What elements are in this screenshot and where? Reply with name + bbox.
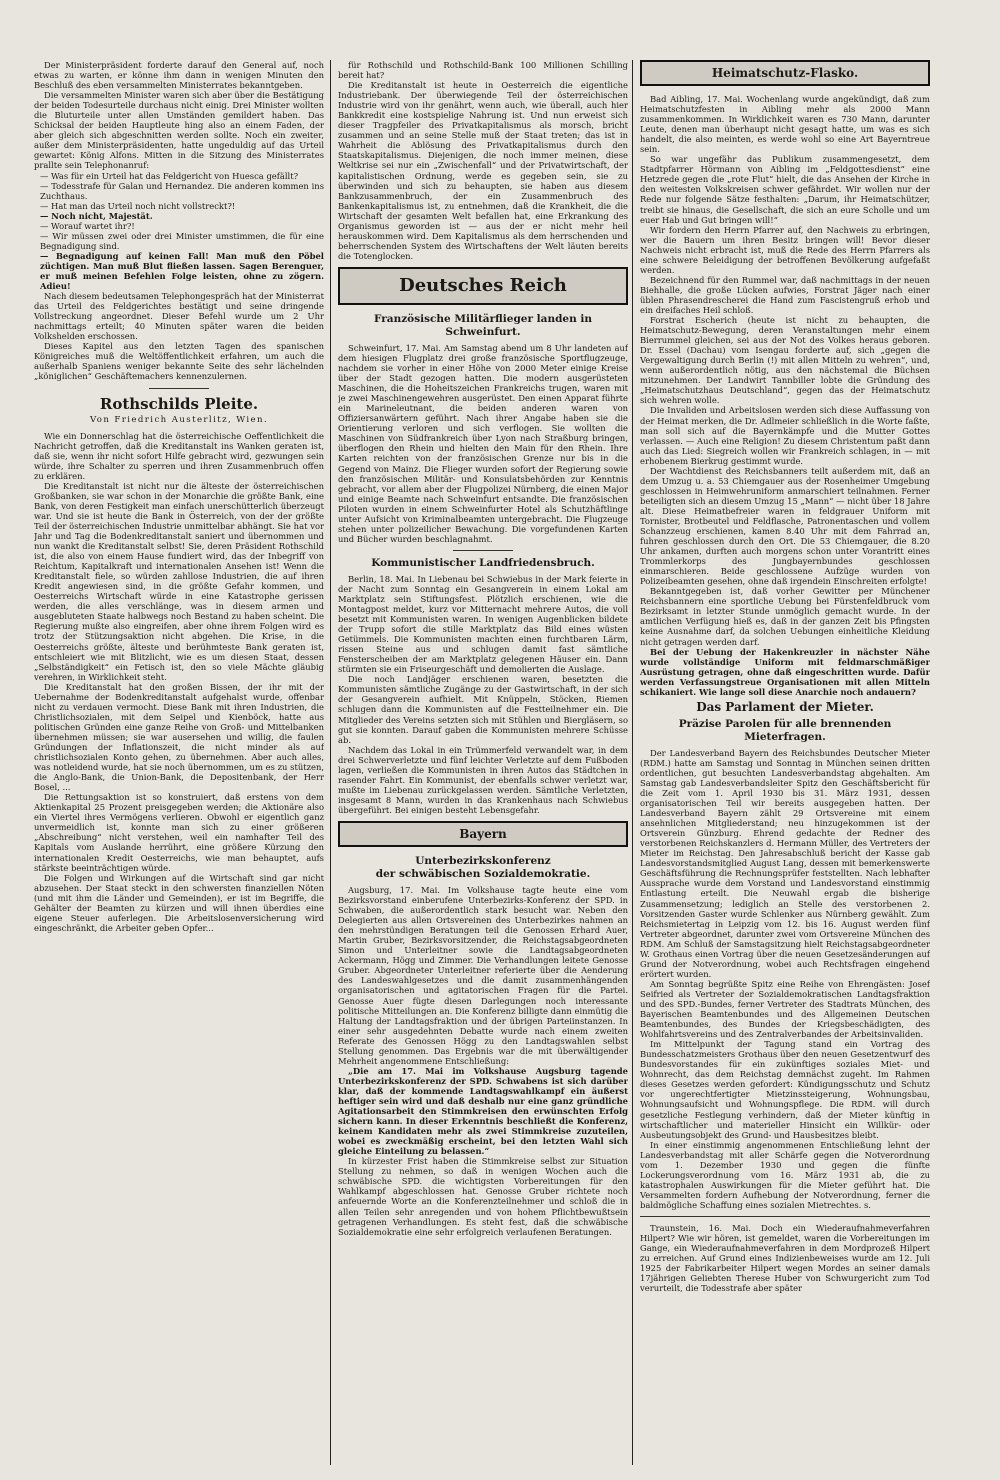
- paragraph: Augsburg, 17. Mai. Im Volkshause tagte heute eine vom Bezirksvorstand einberufene Unterbezirks-Konferenz der SPD. in Schwaben, die außerordentlich stark besucht war. Neben den Delegierten aus allen Ortsvereinen des Unterbezirkes nahmen an den mehrstündigen Beratungen teil die Genossen Erhard Auer, Martin Gruber, Bezirksvorsitzender, die Reichstagsabgeordneten Simon und Unterleitner sowie die Landtagsabgeordneten Ackermann, Högg und Zimmer. Die Verhandlungen leitete Genosse Gruber. Abgeordneter Unterleitner referierte über die Aenderung des Landeswahlgesetzes und die damit zusammenhängenden organisatorischen und agitatorischen Fragen für die Partei. Genosse Auer fügte diesen Darlegungen noch interessante politische Mitteilungen an. Die Konferenz billigte dann einmütig die Haltung der Landtagsfraktion und der übrigen Parteiinstanzen. In einer sehr ausgedehnten Debatte wurde nach einem zweiten Referate des Genossen Högg zu den Landtagswahlen selbst Stellung genommen. Das Ergebnis war die mit überwältigender Mehrheit angenommene Entschließung:: [338, 885, 628, 1066]
- paragraph: Der Wachtdienst des Reichsbanners teilt außerdem mit, daß an dem Umzug u. a. 53 Chiemgauer aus der Rosenheimer Umgebung geschlossen in Heimwehruniform anmarschiert teilnahmen. Ferner beteiligten sich an diesem Umzug 15 „Mann“ — nicht über 18 Jahre alt. Diese Heimatbefreier waren in feldgrauer Uniform mit Tornister, Brotbeutel und Feldflasche, Patronentaschen und vollem Schanzzeug erschienen, kamen 8.40 Uhr mit dem Fahrrad an, fuhren geschlossen durch den Ort. Die 53 Chiemgauer, die 8.20 Uhr ankamen, durften auch morgens schon unter Vorantritt eines Trommlerkorps des Jungbayernbundes geschlossen einmarschieren. Beide geschlossene Aufzüge wurden von Polizeibeamten gesehen, ohne daß irgendein Einschreiten erfolgte!: [640, 465, 930, 587]
- paragraph: Die versammelten Minister waren sich aber über die Bestätigung der beiden Todesurteile durchaus nicht einig. Drei Minister wollten die Bluturteile unter allen Umständen gemildert haben. Das Schicksal der beiden Hauptleute hing also an einem Faden, der aber gleich sich abgeschnitten werden sollte. Noch ein zweiter, außer dem Ministerpräsidenten, hatte ungeduldig auf das Urteil gewartet: König Alfons. Mitten in die Sitzung des Ministerrates prallte sein Telephonanruf:: [34, 90, 324, 171]
- paragraph: Bad Aibling, 17. Mai. Wochenlang wurde angekündigt, daß zum Heimatschutzfesten in Aibling mehr als 2000 Mann zusammenkommen. In Wirklichkeit waren es 730 Mann, darunter Leute, denen man überhaupt nicht gesagt hatte, um was es sich handelt, die also meinten, es werde wohl so eine Art Bayerntreue sein.: [640, 94, 930, 155]
- paragraph: Die Rettungsaktion ist so konstruiert, daß erstens von dem Aktienkapital 25 Prozent preisgegeben werden; die Aktionäre also ein Viertel ihres Vermögens verlieren. Obwohl er eigentlich ganz unvermeidlich ist, konnte man sich zu einer größeren „Abschreibung“ nicht verstehen, weil ein namhafter Teil des Kapitals vom Auslande herrührt, eine größere Kürzung den internationalen Kredit Oesterreichs, wie man behauptet, aufs stärkste beeinträchtigen würde.: [34, 792, 324, 873]
- section-header-deutsches-reich: Deutsches Reich: [338, 267, 628, 305]
- column-3: [640, 60, 930, 1465]
- paragraph: für Rothschild und Rothschild-Bank 100 Millionen Schilling bereit hat?: [338, 60, 628, 81]
- dialogue-line: — Todesstrafe für Galan und Hernandez. Die anderen kommen ins Zuchthaus.: [40, 180, 324, 201]
- separator: [149, 388, 209, 389]
- dialogue-line: — Begnadigung auf keinen Fall! Man muß den Pöbel züchtigen. Man muß Blut fließen lassen. Sagen Berenguer, er muß meinen Befehlen Folge leisten, ohne zu zögern. Adieu!: [40, 250, 324, 292]
- paragraph: So war ungefähr das Publikum zusammengesetzt, dem Stadtpfarrer Hörmann von Aibling im „Feldgottesdienst“ eine Hetzrede gegen die „rote Flut“ hielt, die das Ansehen der Kirche in den weitesten Volkskreisen schwer gefährdet. Wir wollen nur der Rede nur folgende Sätze festhalten: „Darum, ihr Heimatschützer, treibt sie hinaus, die Gesellschaft, die sich an eure Scholle und um euer Hab und Gut bringen will!“: [640, 154, 930, 225]
- dialogue-line: — Noch nicht, Majestät.: [40, 210, 153, 221]
- dialogue-line: — Wir müssen zwei oder drei Minister umstimmen, die für eine Begnadigung sind.: [40, 230, 324, 251]
- paragraph: In einer einstimmig angenommenen Entschließung lehnt der Landesverbandstag mit aller Schärfe gegen die Notverordnung vom 1. Dezember 1930 und gegen die fünfte Lockerungsverordnung vom 16. März 1931 ab, die zu katastrophalen Auswirkungen für die Mieter geführt hat. Die Versammelten fordern Aufhebung der Notverordnung, ferner die baldmögliche Schaffung eines sozialen Mietrechtes. s.: [640, 1139, 930, 1210]
- section-header-bayern: Bayern: [338, 821, 628, 847]
- paragraph: Der Ministerpräsident forderte darauf den General auf, noch etwas zu warten, er könne ihm dann in wenigen Minuten den Beschluß des eben versammelten Ministerrates bekanntgeben.: [34, 60, 324, 91]
- article-headline: Französische Militärflieger landen in Schweinfurt.: [373, 312, 593, 338]
- paragraph: Wie ein Donnerschlag hat die österreichische Oeffentlichkeit die Nachricht getroffen, daß die Kreditanstalt ins Wanken geraten ist, daß sie, wenn ihr nicht sofort Hilfe gebracht wird, gezwungen sein würde, ihre Schalter zu sperren und ihren Zusammenbruch offen zu erklären.: [34, 430, 324, 481]
- paragraph: Nachdem das Lokal in ein Trümmerfeld verwandelt war, in dem drei Schwerverletzte und fünf leichter Verletzte auf dem Fußboden lagen, verließen die Kommunisten in ihren Autos das Städtchen in rasender Fahrt. Ein Kommunist, der ebenfalls schwer verletzt war, mußte im Liebenau zurückgelassen werden. Sämtliche Verletzten, insgesamt 8 Mann, wurden in das Krankenhaus nach Schwiebus übergeführt. Bei einigen besteht Lebensgefahr.: [338, 744, 628, 815]
- paragraph: Die Invaliden und Arbeitslosen werden sich diese Auffassung von der Heimat merken, die Dr. Adlmeier schließlich in die Worte faßte, man soll sich auf die Bayernkämpfe und die Mutter Gottes verlassen. — Auch eine Religion! Zu diesem Christentum paßt dann auch das Lied: Siegreich wollen wir Frankreich schlagen, in — mit erhobenem Bierkrug gestimmt wurde.: [640, 405, 930, 466]
- paragraph: Die Kreditanstalt ist heute in Oesterreich die eigentliche Industriebank. Der überwiegende Teil der österreichischen Industrie wird von ihr genährt, wenn auch, wie überall, auch hier Bankkredit eine kostspielige Nahrung ist. Und nun erweist sich dieser Tragpfeiler des Privatkapitalismus als morsch, bricht zusammen und an seine Stelle muß der Staat treten; das ist in Wahrheit die Ablösung des Privatkapitalismus durch den Staatskapitalismus. Diejenigen, die noch immer meinen, diese Weltkrise sei nur ein „Zwischenfall“ und der Privatwirtschaft, der kapitalistischen Ordnung, werde es gegeben sein, sie zu überwinden und sich zu behaupten, sie haben aus diesem Bankzusammenbruch, der ein Zusammenbruch des Bankenkapitalismus ist, zu entnehmen, daß die Krankheit, die die Wirtschaft der gesamten Welt befallen hat, eine Erkrankung des Organismus geworden ist — aus der er nicht mehr heil herauskommen wird. Dem Kapitalismus als dem herrschenden und beherrschenden System des Wirtschaftens der Welt läuten bereits die Totenglocken.: [338, 80, 628, 261]
- paragraph: Wir fordern den Herrn Pfarrer auf, den Nachweis zu erbringen, wer die Bauern um ihren Besitz bringen will! Bevor dieser Nachweis nicht erbracht ist, muß die Rede des Herrn Pfarrers als eine schwere Beleidigung der betroffenen Bevölkerung aufgefaßt werden.: [640, 224, 930, 275]
- separator: [453, 550, 513, 551]
- paragraph: Die Folgen und Wirkungen auf die Wirtschaft sind gar nicht abzusehen. Der Staat steckt in den schwersten finanziellen Nöten (und mit ihm die Länder und Gemeinden), er ist im Begriffe, die Gehälter der Beamten zu kürzen und will ihnen überdies eine eigene Steuer auferlegen. Die Arbeitslosenversicherung wird eingeschränkt, die Arbeiter geben Opfer...: [34, 872, 324, 933]
- column-2: [338, 60, 628, 1465]
- article-headline: Rothschilds Pleite.: [99, 394, 259, 413]
- paragraph: Die noch Landjäger erschienen waren, besetzten die Kommunisten sämtliche Zugänge zu der Gastwirtschaft, in der sich der Gesangverein aufhielt. Mit Knüppeln, Stöcken, Riemen schlugen dann die Kommunisten auf die Festteilnehmer ein. Die Mitglieder des Vereins setzten sich mit Stühlen und Biergläsern, so gut sie konnten. Darauf gaben die Kommunisten mehrere Schüsse ab.: [338, 674, 628, 745]
- paragraph: Die Kreditanstalt ist nicht nur die älteste der österreichischen Großbanken, sie war schon in der Monarchie die größte Bank, eine Bank, von deren Festigkeit man einfach unerschütterlich überzeugt war. Und sie ist heute die Bank in Österreich, von der der größte Teil der österreichischen Industrie unmittelbar abhängt. Sie hat vor Jahr und Tag die Bodenkreditanstalt saniert und übernommen und nun wankt die Kreditanstalt selbst! Sie, deren Präsident Rothschild ist, die also von einem Hause fundiert wird, das der Inbegriff von Reichtum, Kapitalkraft und internationalen Ansehen ist! Wenn die Kreditanstalt fiele, so würden zahllose Industrien, die auf ihren Kredit angewiesen sind, in die größte Gefahr kommen, und Oesterreichs Wirtschaft würde in eine Katastrophe gerissen werden, die alles verschlänge, was in diesem armen und ausgebluteten Staate halbwegs noch Bestand zu haben scheint. Die Regierung mußte also eingreifen, aber ohne ihrem Folgen wird es trotz der Stützungsaktion nicht abgehen. Die Krise, in die Oesterreichs größte, älteste und berühmteste Bank geraten ist, entschleiert wie mit Blitzlicht, wie es um diesen Staat, dessen „Selbständigkeit“ ein Fetisch ist, den so viele Mächte gläubig verehren, in Wirklichkeit steht.: [34, 480, 324, 682]
- section-header-heimatschutz: Heimatschutz-Flasko.: [640, 60, 930, 86]
- paragraph: Bei der Uebung der Hakenkreuzler in nächster Nähe wurde vollständige Uniform mit feldmarschmäßiger Ausrüstung getragen, ohne daß eingeschritten wurde. Dafür werden Verfassungstreue Organisationen mit allen Mitteln schikaniert. Wie lange soll diese Anarchie noch andauern?: [640, 646, 930, 697]
- separator: [640, 1216, 930, 1217]
- paragraph: Berlin, 18. Mai. In Liebenau bei Schwiebus in der Mark feierte in der Nacht zum Sonntag ein Gesangverein in einem Lokal am Marktplatz sein Stiftungsfest. Plötzlich erschienen, wie die Montagpost meldet, kurz vor Mitternacht mehrere Autos, die voll besetzt mit Kommunisten waren. In wenigen Augenblicken bildete der Trupp sofort die stille Marktplatz das Bild eines wüsten Getümmels. Die Kommunisten machten einen furchtbaren Lärm, rissen Steine aus und schlugen damit fast sämtliche Fensterscheiben der am Marktplatz gelegenen Häuser ein. Dann stürmten sie ein Friseurgeschäft und demolierten die Auslage.: [338, 573, 628, 675]
- article-subheadline: Präzise Parolen für alle brennenden Mieterfragen.: [678, 717, 892, 743]
- dialogue-line: — Hat man das Urteil noch nicht vollstreckt?!: [40, 200, 236, 211]
- article-headline: Kommunistischer Landfriedensbruch.: [371, 556, 595, 569]
- paragraph: Der Landesverband Bayern des Reichsbundes Deutscher Mieter (RDM.) hatte am Samstag und Sonntag in München seinen dritten ordentlichen, gut besuchten Landesverbandstag abgehalten. Am Samstag gab Landesverbandsleiter Spitz den Geschäftsbericht für die Zeit vom 1. April 1930 bis 31. März 1931, dessen organisatorischen Teil wir bereits ausgegeben hatten. Der Landesverband Bayern zählt 29 Ortsvereine mit einem ansehnlichen Mitgliederstand; neu hinzugekommen ist der Ortsverein Günzburg. Ehrend gedachte der Redner des verstorbenen Reichskanzlers d. Hermann Müller, des Vertreters der Mieter im Reichstag. Den Jahresabschluß bericht der Kasse gab Landesvorstandsmitglied August Lang, dessen mit bemerkenswerte Geschäftsführung die Rechnungsprüfer feststellten. Nach lebhafter Aussprache wurde dem Vorstand und Landesvorstand einstimmig Entlastung erteilt. Die Neuwahl ergab die bisherige Zusammensetzung; lediglich an Stelle des verstorbenen 2. Vorsitzenden Gaster wurde Schlenker aus Nürnberg gewählt. Zum Reichsmietertag in Leipzig vom 12. bis 16. August werden fünf Vertreter abgeordnet, darunter zwei vom Ortsvereine München des RDM. Am Schluß der Samstagsitzung hielt Reichstagsabgeordneter W. Grothaus einen Vortrag über die neuen Gesetzesänderungen auf Grund der Notverordnung, wobei auch Rechtsfragen eingehend erörtert wurden.: [640, 747, 930, 979]
- paragraph: Traunstein, 16. Mai. Doch ein Wiederaufnahmeverfahren Hilpert? Wie wir hören, ist gemeldet, waren die Vorbereitungen im Gange, ein Wiederaufnahmeverfahren in dem Mordprozeß Hilpert zu erreichen. Auf Grund eines Indizienbeweises wurde am 12. Juli 1925 der Fabrikarbeiter Hilpert wegen Mordes an seiner damals 17jährigen Geliebten Therese Huber von Schwurgericht zum Tod verurteilt, die Todesstrafe aber später: [640, 1222, 930, 1294]
- column-rule-1: [330, 60, 331, 1465]
- paragraph: Die Kreditanstalt hat den großen Bissen, der ihr mit der Uebernahme der Bodenkreditanstalt aufgehalst wurde, offenbar nicht zu verdauen vermocht. Diese Bank mit ihren Industrien, die Christlichsozialen, mit dem Seipel und Kienböck, hatte aus politischen Gründen eine ganze Reihe von Groß- und Mittelbanken übernehmen müssen; sie war ausersehen und willig, die faulen Gründungen der Inflationszeit, die nicht minder als auf christlichsozialen Konto gehen, zu übernehmen. Aber auch alles, was notleidend wurde, hat sie noch übernommen, um es zu stützen, die Anglo-Bank, die Union-Bank, die Depositenbank, der Herr Bosel, ...: [34, 681, 324, 793]
- dialogue-line: — Was für ein Urteil hat das Feldgericht von Huesca gefällt?: [40, 170, 299, 181]
- dialogue-list: [34, 171, 324, 292]
- paragraph: Nach diesem bedeutsamen Telephongespräch hat der Ministerrat das Urteil des Feldgerichtes bestätigt und seine dringende Vollstreckung angeordnet. Dieser Befehl wurde um 2 Uhr nachmittags erteilt; 40 Minuten später waren die beiden Volkshelden erschossen.: [34, 291, 324, 342]
- resolution-quote: „Die am 17. Mai im Volkshause Augsburg tagende Unterbezirkskonferenz der SPD. Schwabens ist sich darüber klar, daß der kommende Landtagswahlkampf ein äußerst heftiger sein wird und daß deshalb nur eine ganz gründliche Agitationsarbeit den Stimmkreisen den erwünschten Erfolg sichern kann. In dieser Erkenntnis beschließt die Konferenz, keinem Kandidaten mehr als zwei Stimmkreise zuzuteilen, wobei es zweckmäßig erscheint, bei den letzten Wahl sich gleiche Einteilung zu belassen.“: [338, 1065, 628, 1157]
- article-headline: Unterbezirkskonferenz: [415, 855, 551, 867]
- paragraph: Im Mittelpunkt der Tagung stand ein Vortrag des Bundesschatzmeisters Grothaus über den neuen Gesetzentwurf des Bundesvorstandes für ein zukünftiges soziales Miet- und Wohnrecht, das dem Reichstag demnächst zugeht. Im Rahmen dieses Gesetzes werden gefordert: Kündigungsschutz und Schutz vor ungerechtfertigter Mietzinssteigerung, Wohnungsbau, Wohnungsaufsicht und Wohnungspflege. Die RDM. will durch gesetzliche Festlegung verhindern, daß der Mieter künftig in wirtschaftlicher und materieller Hinsicht ein Willkür- oder Ausbeutungsobjekt des Grund- und Hausbesitzes bleibt.: [640, 1039, 930, 1140]
- article-subheadline: der schwäbischen Sozialdemokratie.: [375, 868, 591, 880]
- column-rule-2: [632, 60, 633, 1465]
- byline: Von Friedrich Austerlitz, Wien.: [89, 414, 269, 425]
- paragraph: In kürzester Frist haben die Stimmkreise selbst zur Situation Stellung zu nehmen, so daß in wenigen Wochen auch die schwäbische SPD. die wichtigsten Vorbereitungen für den Wahlkampf abgeschlossen hat. Genosse Gruber richtete noch anfeuernde Worte an die Konferenzteilnehmer und schloß die in allen Teilen sehr anregenden und von hohem Pflichtbewußtsein getragenen Verhandlungen. Es steht fest, daß die schwäbische Sozialdemokratie eine sehr erfolgreich verlaufenen Beratungen.: [338, 1156, 628, 1237]
- paragraph: Bekanntgegeben ist, daß vorher Gewitter per Münchener Reichsbannern eine sportliche Uebung bei Fürstenfeldbruck vom Bezirksamt in letzter Stunde unmöglich gemacht wurde. In der amtlichen Verfügung hieß es, daß in der ganzen Zeit bis Pfingsten keine Ausnahme darf, da solchen Uebungen einheitliche Kleidung nicht getragen werden darf.: [640, 586, 930, 647]
- paragraph: Am Sonntag begrüßte Spitz eine Reihe von Ehrengästen: Josef Seifried als Vertreter der Sozialdemokratischen Landtagsfraktion und des SPD.-Bundes, ferner Vertreter des Stadtrats München, des Bayerischen Beamtenbundes und des Allgemeinen Deutschen Beamtenbundes, des Bundes der Kriegsbeschädigten, des Wohlfahrtsvereins und des Zentralverbandes der Arbeitsinvaliden.: [640, 978, 930, 1040]
- article-headline: Das Parlament der Mieter.: [696, 699, 874, 714]
- column-1: [34, 60, 324, 1465]
- paragraph: Dieses Kapitel aus den letzten Tagen des spanischen Königreiches muß die Weltöffentlichkeit erfahren, um auch die außerhalb Spaniens weniger bekannte Seite des sehr lächelnden „königlichen“ Geschäftemachers kennenzulernen.: [34, 341, 324, 382]
- paragraph: Schweinfurt, 17. Mai. Am Samstag abend um 8 Uhr landeten auf dem hiesigen Flugplatz drei große französische Sportflugzeuge, nachdem sie vorher in einer Höhe von 2000 Meter einige Kreise über der Stadt gezogen hatten. Die modern ausgerüsteten Maschinen, die die Hoheitszeichen Frankreichs trugen, waren mit je zwei Maschinengewehren ausgerüstet. Den einen Apparat führte ein Marineleutnant, die beiden anderen waren von Offiziersanwärtern geführt. Nach ihrer Angabe haben sie die Orientierung verloren und sich verflogen. Sie wollten die Maschinen von Südfrankreich über Lyon nach Straßburg bringen, überflogen den Rhein und hielten den Main für den Rhein. Ihre Karten reichten von der französischen Grenze nur bis in die Gegend von Mainz. Die Flieger wurden sofort der Regierung sowie den französischen Militär- und Konsulatsbehörden zur Kenntnis gebracht, vor allem aber der Flugpolizei Nürnberg, die einen Major und einige Beamte nach Schweinfurt entsandte. Die französischen Piloten wurden in einem Schweinfurter Hotel als Schutzhäftlinge unter Aufsicht von Kriminalbeamten untergebracht. Die Flugzeuge stehen unter polizeilicher Bewachung. Die vorgefundenen Karten und Bücher wurden beschlagnahmt.: [338, 342, 628, 544]
- paragraph: Bezeichnend für den Rummel war, daß nachmittags in der neuen Biehhalle, die große Lücken aufwies, Forstrat Jäger nach einer üblen Phrasendrescherei die Hand zum Fascistengruß erhob und ein dreifaches Heil schloß.: [640, 274, 930, 315]
- paragraph: Forstrat Escherich (heute ist nicht zu behaupten, die Heimatschutz-Bewegung, deren Veranstaltungen mehr einem Bierrummel gleichen, sei aus der Not des Volkes heraus geboren. Dr. Essel (Dachau) vom Isengau forderte auf, sich „gegen die Vergewaltigung durch Berlin (!) mit allen Mitteln zu wehren“, und, wenn außerordentlich nötig, aus den nächstemal die Büchsen mitzunehmen. Der Landwirt Tannbiller lobte die Gründung des „Heimatschutzhaus Deutschland“, gegen das der Heimatschutz sich wehren wolle.: [640, 315, 930, 406]
- dialogue-line: — Worauf wartet ihr?!: [40, 220, 135, 231]
